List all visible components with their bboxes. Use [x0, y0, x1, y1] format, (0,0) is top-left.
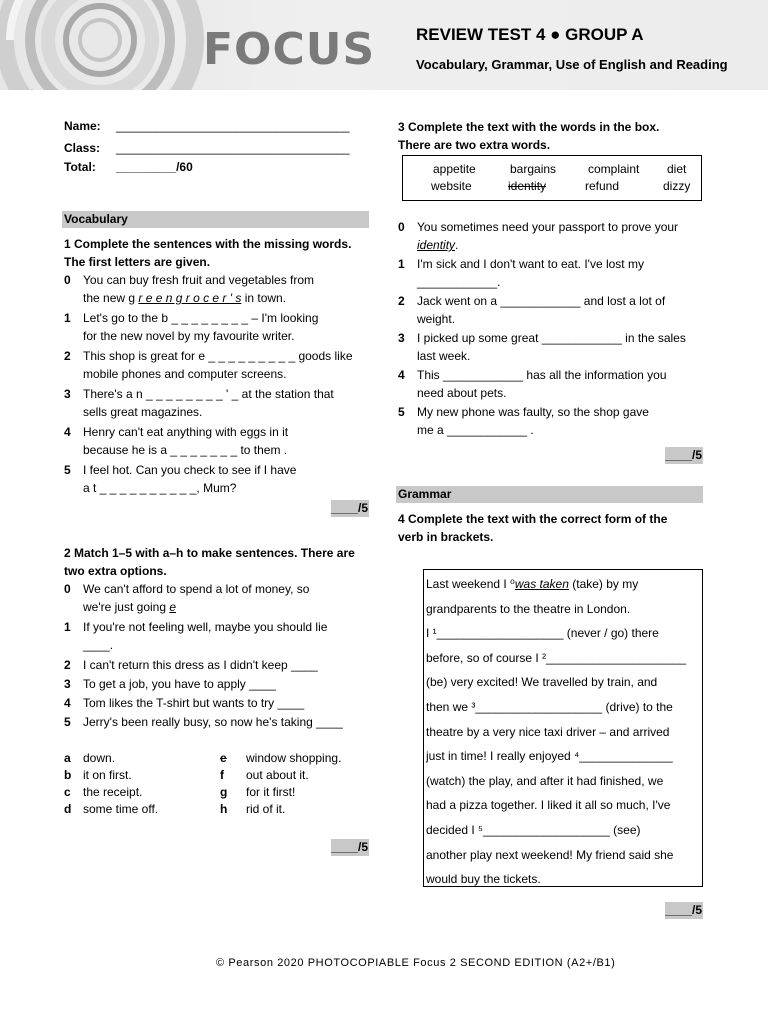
- text-line: before, so of course I ²_____________________: [426, 650, 687, 665]
- list-item: 1 If you're not feeling well, maybe you should lie ____.: [64, 620, 328, 652]
- text-line: theatre by a very nice taxi driver – and arrived: [426, 724, 670, 739]
- ex2-instruction: 2 Match 1–5 with a–h to make sentences. There are two extra options.: [64, 546, 355, 578]
- ex2-options-right: [220, 750, 370, 818]
- box-word: complaint: [588, 162, 640, 176]
- page-header: [0, 0, 768, 90]
- ex2-options-left: [64, 750, 214, 818]
- list-item: 2 Jack went on a ____________ and lost a lot of weight.: [398, 294, 666, 326]
- text-line: grandparents to the theatre in London.: [426, 601, 631, 616]
- option-item: c the receipt.: [64, 785, 143, 799]
- ex4-instruction: 4 Complete the text with the correct form of the verb in brackets.: [398, 512, 668, 544]
- list-item: 3 To get a job, you have to apply ____: [64, 677, 276, 691]
- ex4-text: [426, 572, 702, 892]
- class-label: Class:: [64, 141, 101, 155]
- class-field[interactable]: ___________________________________: [116, 141, 350, 155]
- ex3-list: [398, 218, 708, 440]
- ex4-score: ____/5: [665, 903, 702, 917]
- ex1-score: ____/5: [331, 501, 368, 515]
- ex1-instruction: 1 Complete the sentences with the missing words. The first letters are given.: [64, 237, 352, 269]
- focus-logo: FOCUS: [203, 24, 376, 75]
- name-field[interactable]: ___________________________________: [116, 119, 350, 133]
- ex2-list: [64, 580, 374, 732]
- option-item: a down.: [64, 751, 116, 765]
- list-item: 0 We can't afford to spend a lot of money, so we're just going e: [64, 582, 310, 614]
- box-word: diet: [667, 162, 687, 176]
- box-word: identity: [508, 179, 547, 193]
- ex3-instruction: 3 Complete the text with the words in the box. There are two extra words.: [398, 120, 660, 152]
- list-item: 0 You can buy fresh fruit and vegetables from the new g r e e n g r o c e r ' s in town.: [64, 273, 315, 305]
- text-line: (be) very excited! We travelled by train, and: [426, 675, 658, 690]
- list-item: 4 Tom likes the T-shirt but wants to try ____: [64, 696, 305, 710]
- box-word: bargains: [510, 162, 557, 176]
- ex2-score: ____/5: [331, 840, 368, 854]
- text-line: (watch) the play, and after it had finished, we: [426, 773, 664, 788]
- list-item: 3 I picked up some great ____________ in the sales last week.: [398, 331, 686, 363]
- box-word: website: [431, 179, 472, 193]
- option-item: g for it first!: [220, 785, 296, 799]
- box-word: refund: [585, 179, 620, 193]
- list-item: 0 You sometimes need your passport to prove your identity.: [398, 220, 679, 252]
- option-item: h rid of it.: [220, 802, 286, 816]
- text-line: I ¹___________________ (never / go) there: [426, 626, 659, 641]
- option-item: f out about it.: [220, 768, 309, 782]
- test-subtitle: Vocabulary, Grammar, Use of English and Reading: [416, 57, 728, 72]
- option-item: d some time off.: [64, 802, 159, 816]
- option-item: e window shopping.: [220, 751, 342, 765]
- swirl-graphic: [0, 0, 230, 90]
- box-word: appetite: [433, 162, 476, 176]
- name-label: Name:: [64, 119, 101, 133]
- list-item: 2 I can't return this dress as I didn't keep ____: [64, 658, 318, 672]
- list-item: 1 I'm sick and I don't want to eat. I've lost my ____________.: [398, 257, 644, 289]
- ex4-text-box: [423, 569, 703, 887]
- total-field[interactable]: _________/60: [116, 160, 193, 174]
- list-item: 5 I feel hot. Can you check to see if I have a t _ _ _ _ _ _ _ _ _ _, Mum?: [64, 463, 297, 495]
- list-item: 4 This ____________ has all the information you need about pets.: [398, 368, 667, 400]
- text-line: decided I ⁵___________________ (see): [426, 822, 641, 837]
- text-line: then we ³___________________ (drive) to the: [426, 699, 673, 714]
- grammar-heading: Grammar: [396, 486, 703, 503]
- ex1-list: [64, 271, 374, 499]
- page-footer: © Pearson 2020 PHOTOCOPIABLE Focus 2 SECOND EDITION (A2+/B1): [216, 957, 616, 969]
- vocabulary-heading: Vocabulary: [62, 211, 369, 228]
- option-item: b it on first.: [64, 768, 132, 782]
- text-line: would buy the tickets.: [426, 872, 541, 887]
- text-line: had a pizza together. I liked it all so much, I've: [426, 798, 671, 813]
- text-line: another play next weekend! My friend said she: [426, 847, 674, 862]
- text-line: Last weekend I ⁰was taken (take) by my: [426, 577, 639, 591]
- box-word: dizzy: [663, 179, 691, 193]
- list-item: 4 Henry can't eat anything with eggs in it because he is a _ _ _ _ _ _ _ to them .: [64, 425, 289, 457]
- list-item: 1 Let's go to the b _ _ _ _ _ _ _ _ – I'm looking for the new novel by my favourite writer.: [64, 311, 319, 343]
- list-item: 5 My new phone was faulty, so the shop gave me a ____________ .: [398, 405, 649, 437]
- list-item: 5 Jerry's been really busy, so now he's taking ____: [64, 715, 343, 729]
- ex3-score: ____/5: [665, 448, 702, 462]
- list-item: 2 This shop is great for e _ _ _ _ _ _ _ _ _ goods like mobile phones and computer screens.: [64, 349, 353, 381]
- text-line: just in time! I really enjoyed ⁴______________: [426, 749, 673, 764]
- list-item: 3 There's a n _ _ _ _ _ _ _ _ ' _ at the station that sells great magazines.: [64, 387, 334, 419]
- test-title: REVIEW TEST 4 ● GROUP A: [416, 25, 644, 44]
- word-box: [402, 155, 702, 201]
- total-label: Total:: [64, 160, 96, 174]
